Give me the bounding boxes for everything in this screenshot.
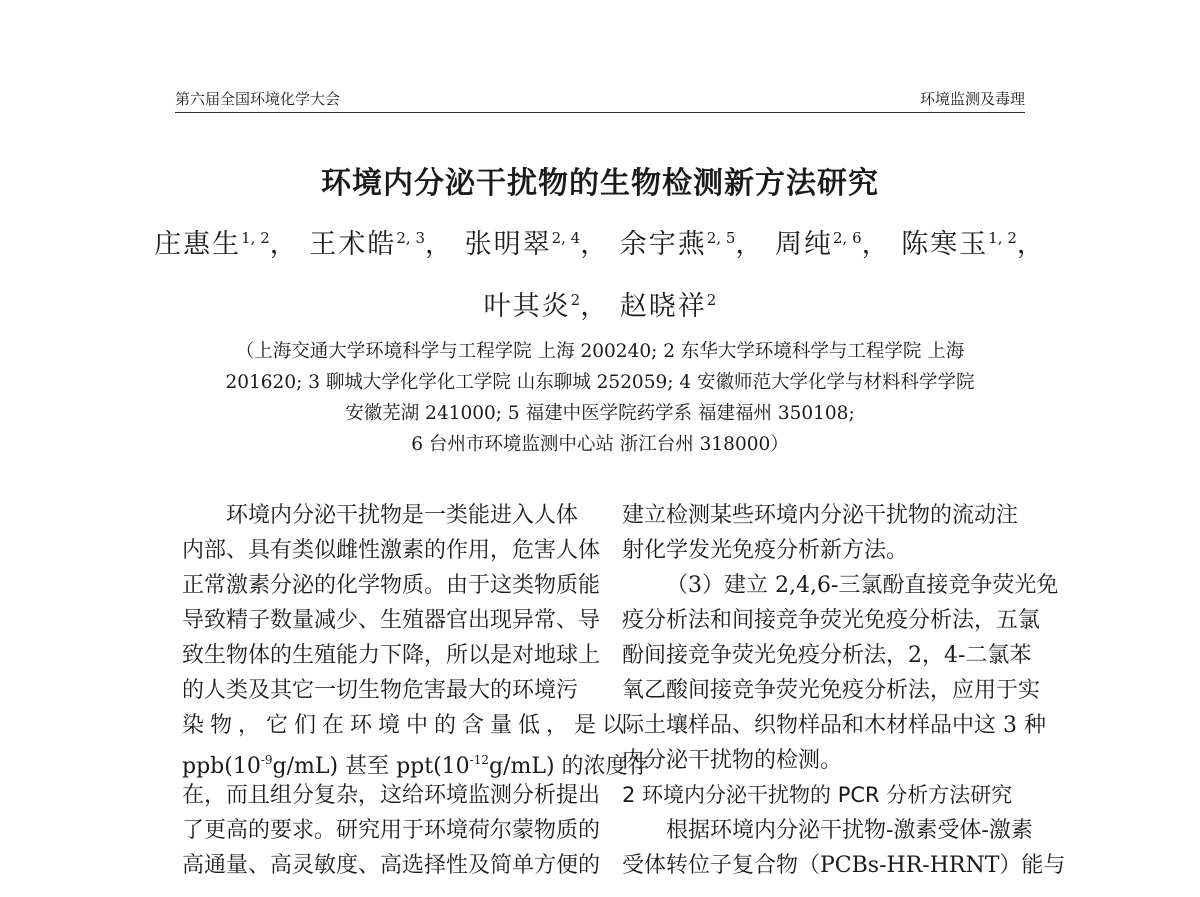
author-name: 叶其炎 [483,291,571,322]
author-list-line-1 [0,222,1200,261]
author-separator: ， [735,229,765,260]
text-line: 染物，它们在环境中的含量低，是以 [182,713,631,738]
text-line: 在，而且组分复杂，这给环境监测分析提出 [182,783,601,808]
author-separator: ， [580,229,610,260]
author-affil-sup: 2, 3 [396,229,425,247]
author-list-line-2 [0,284,1200,323]
text-line: 际土壤样品、织物样品和木材样品中这 3 种 [622,713,1046,738]
author-name: 赵晓祥 [619,291,707,322]
text-line: 高通量、高灵敏度、高选择性及简单方便的 [182,853,601,878]
author-separator: ， [861,229,891,260]
text-line: 酚间接竞争荧光免疫分析法，2，4-二氯苯 [622,643,1032,668]
author-affil-sup: 2 [570,291,581,309]
author-affil-sup: 2, 6 [833,229,862,247]
text-line: 致生物体的生殖能力下降，所以是对地球上 [182,643,601,668]
author-affil-sup: 1, 2 [988,229,1017,247]
text-line: 的人类及其它一切生物危害最大的环境污 [182,678,579,703]
affiliation-line: （上海交通大学环境科学与工程学院 上海 200240; 2 东华大学环境科学与工程学院 上海 [235,341,965,362]
text-line: 导致精子数量减少、生殖器官出现异常、导 [182,608,601,633]
text-line: 环境内分泌干扰物是一类能进入人体 [226,503,579,528]
exponent: -12 [469,753,489,767]
text-line: （3）建立 2,4,6-三氯酚直接竞争荧光免 [666,573,1059,598]
author-separator: ， [580,291,610,322]
exponent: -9 [260,753,273,767]
text-line: 了更高的要求。研究用于环境荷尔蒙物质的 [182,818,601,843]
body-column-left [182,498,650,883]
text-line: 根据环境内分泌干扰物-激素受体-激素 [666,818,1033,843]
body-column-right [622,498,1066,883]
author-separator: ， [1016,229,1046,260]
text-line: 受体转位子复合物（PCBs-HR-HRNT）能与 [622,853,1066,878]
text-line: 正常激素分泌的化学物质。由于这类物质能 [182,573,601,598]
text-fragment: ppb(10 [182,754,261,779]
author-name: 陈寒玉 [901,229,989,260]
author-affil-sup: 2, 5 [706,229,736,247]
affiliations [180,336,1020,460]
author-name: 张明翠 [464,229,552,260]
affiliation-line: 201620; 3 聊城大学化学化工学院 山东聊城 252059; 4 安徽师范大学化学与材料科学学院 [225,372,975,393]
section-name: 环境监测及毒理 [919,90,1025,108]
section-heading: 2 环境内分泌干扰物的 PCR 分析方法研究 [622,783,1013,807]
author-affil-sup: 2, 4 [551,229,581,247]
conference-name: 第六届全国环境化学大会 [175,90,341,108]
text-line: 内部、具有类似雌性激素的作用，危害人体 [182,538,601,563]
author-name: 余宇燕 [619,229,707,260]
author-affil-sup: 1, 2 [241,229,270,247]
author-affil-sup: 2 [706,291,717,309]
running-header [175,88,1025,113]
author-separator: ， [269,229,299,260]
text-line: 氧乙酸间接竞争荧光免疫分析法，应用于实 [622,678,1041,703]
author-name: 周纯 [775,229,834,260]
affiliation-line: 安徽芜湖 241000; 5 福建中医学院药学系 福建福州 350108; [345,403,855,424]
text-line: 射化学发光免疫分析新方法。 [622,538,909,563]
author-name: 王术皓 [309,229,397,260]
author-separator: ， [424,229,454,260]
text-fragment: g/mL) 甚至 ppt(10 [272,754,470,779]
affiliation-line: 6 台州市环境监测中心站 浙江台州 318000） [411,434,789,455]
author-name: 庄惠生 [154,229,242,260]
text-line-concentration [182,743,650,779]
text-line: 内分泌干扰物的检测。 [622,748,843,773]
text-line: 建立检测某些环境内分泌干扰物的流动注 [622,503,1019,528]
paper-title: 环境内分泌干扰物的生物检测新方法研究 [321,166,879,201]
text-fragment: g/mL) 的浓度存 [488,754,650,779]
text-line: 疫分析法和间接竞争荧光免疫分析法，五氯 [622,608,1041,633]
